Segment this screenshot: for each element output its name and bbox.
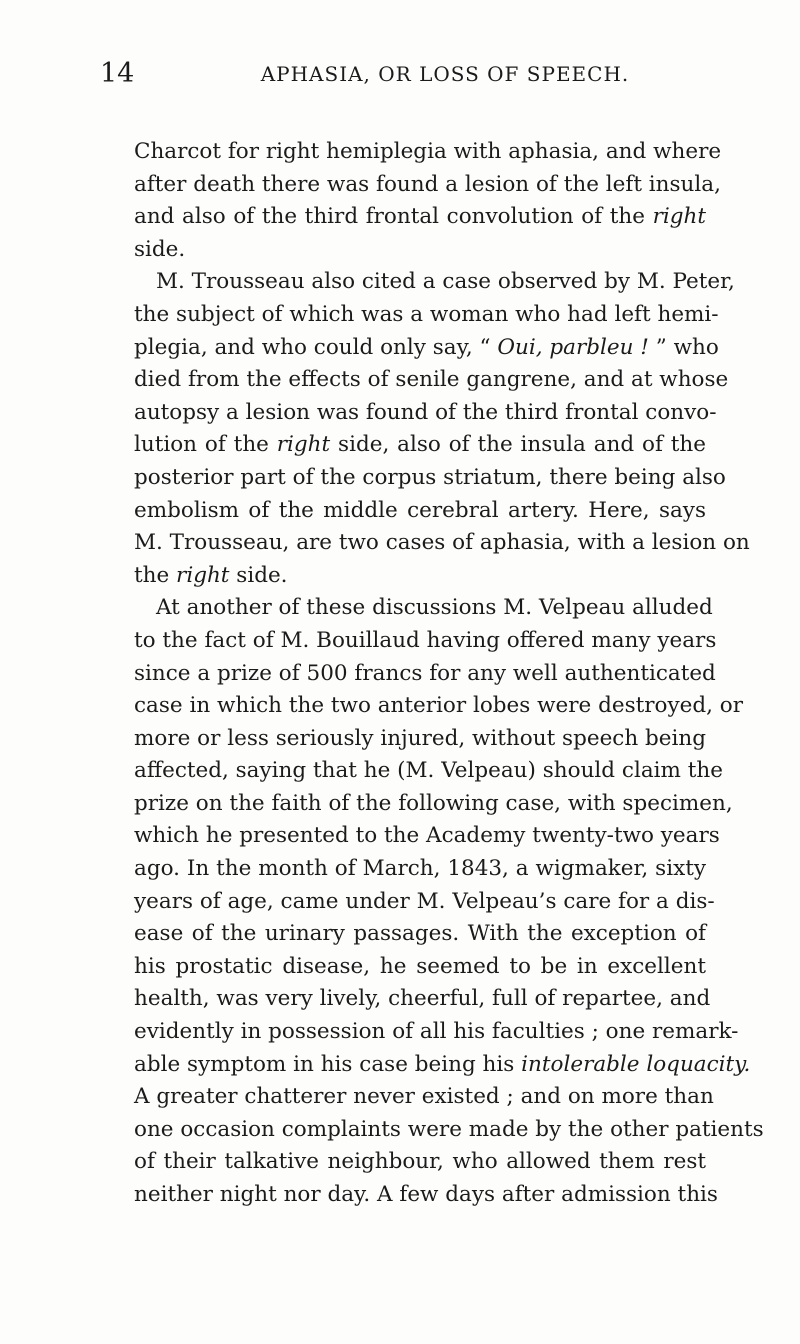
text-line: one occasion complaints were made by the other patients [134,1116,764,1142]
text-line: more or less seriously injured, without speech being [134,725,706,751]
text-line: side. [134,236,186,262]
text-line: of their talkative neighbour, who allowed them rest [134,1149,706,1175]
italic-text: Oui, parbleu ! [497,334,649,360]
text-line: years of age, came under M. Velpeau’s care for a dis- [134,888,715,914]
text-line: case in which the two anterior lobes were destroyed, or [134,693,744,719]
text-line: health, was very lively, cheerful, full of repartee, and [134,986,711,1012]
text-line: his prostatic disease, he seemed to be in excellent [134,953,706,979]
text-line: plegia, and who could only say, “ Oui, parbleu ! ” who [134,334,719,360]
text-line: affected, saying that he (M. Velpeau) should claim the [134,758,723,784]
text-line: posterior part of the corpus striatum, there being also [134,464,726,490]
text-line: since a prize of 500 francs for any well authenticated [134,660,716,686]
body-text [134,136,764,1212]
text-line: to the fact of M. Bouillaud having offered many years [134,627,717,653]
text-line: ago. In the month of March, 1843, a wigmaker, sixty [134,856,706,882]
text-line: which he presented to the Academy twenty-two years [134,823,720,849]
text-line: M. Trousseau, are two cases of aphasia, with a lesion on [134,530,750,556]
paragraph [134,266,750,592]
text-line: M. Trousseau also cited a case observed by M. Peter, [156,269,735,295]
running-head: APHASIA, OR LOSS OF SPEECH. [260,62,630,86]
italic-text: right [276,432,331,458]
page-header [0,54,800,94]
text-line: neither night nor day. A few days after admission this [134,1182,718,1207]
text-line: prize on the faith of the following case, with specimen, [134,790,733,816]
text-line: At another of these discussions M. Velpeau alluded [156,595,713,621]
text-line: the subject of which was a woman who had left hemi- [134,301,719,327]
text-line: the right side. [134,562,288,588]
italic-text: intolerable loquacity. [521,1051,751,1077]
text-line: after death there was found a lesion of the left insula, [134,171,721,197]
text-line: autopsy a lesion was found of the third frontal convo- [134,399,717,425]
text-line: evidently in possession of all his faculties ; one remark- [134,1019,739,1045]
text-line: Charcot for right hemiplegia with aphasia, and where [134,139,722,164]
paragraph [134,592,764,1211]
italic-text: right [176,562,230,588]
text-line: A greater chatterer never existed ; and on more than [134,1084,714,1110]
text-line: able symptom in his case being his intolerable loquacity. [134,1051,751,1077]
text-line: died from the effects of senile gangrene, and at whose [134,367,729,393]
text-line: embolism of the middle cerebral artery. Here, says [134,497,706,523]
text-line: and also of the third frontal convolution of the right [134,204,706,230]
text-line: ease of the urinary passages. With the exception of [134,921,706,947]
italic-text: right [652,204,706,230]
text-line: lution of the right side, also of the insula and of the [134,432,706,458]
page-number: 14 [100,58,135,89]
paragraph [134,136,722,266]
